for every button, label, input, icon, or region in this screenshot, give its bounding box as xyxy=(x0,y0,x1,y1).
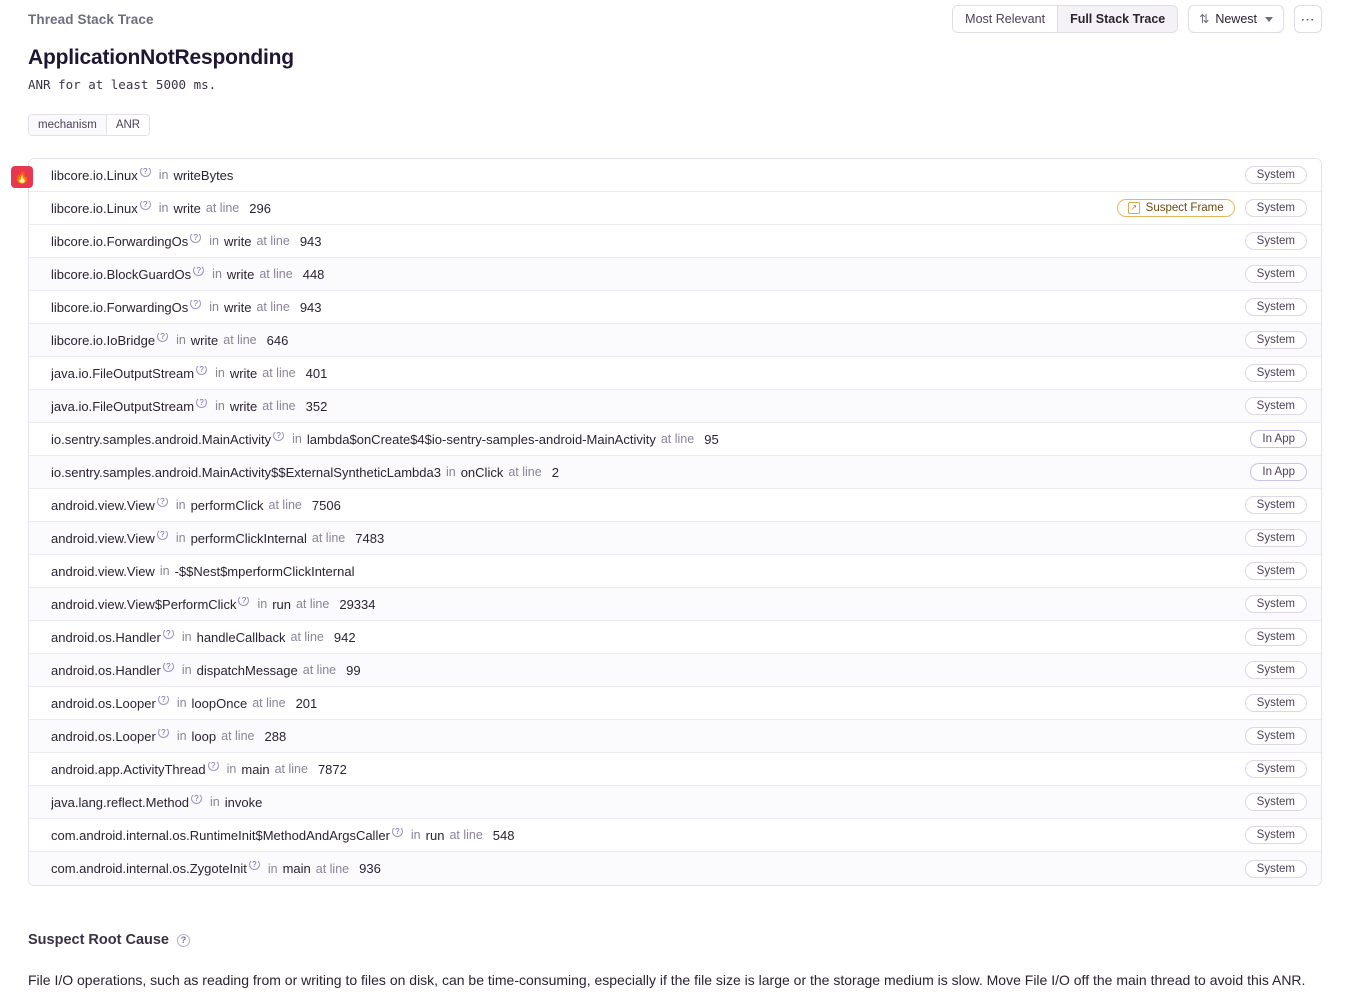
help-icon[interactable]: ? xyxy=(140,168,151,177)
frame-at-line-keyword: at line xyxy=(449,828,483,842)
help-icon[interactable]: ? xyxy=(163,630,174,639)
frame-module: java.lang.reflect.Method xyxy=(51,794,190,810)
frame-function: handleCallback xyxy=(196,629,286,645)
frame-function: lambda$onCreate$4$io-sentry-samples-android-MainActivity xyxy=(306,431,656,447)
status-badge: System xyxy=(1245,694,1307,712)
help-icon[interactable]: ? xyxy=(273,432,284,441)
frame-module: com.android.internal.os.ZygoteInit xyxy=(51,861,247,876)
frame-function: write xyxy=(224,299,252,315)
mechanism-tag-value: ANR xyxy=(107,115,149,135)
frame-line-number: 296 xyxy=(249,200,271,216)
frame-in-keyword: in xyxy=(176,333,186,347)
stack-frame-row[interactable] xyxy=(29,522,1321,555)
frame-module: java.io.FileOutputStream xyxy=(51,398,195,414)
frame-module: android.os.Looper xyxy=(51,695,156,711)
frame-in-keyword: in xyxy=(215,399,225,413)
help-icon[interactable]: ? xyxy=(196,366,207,375)
stack-frame-signature xyxy=(51,300,322,315)
stack-frame-tags xyxy=(1245,529,1307,547)
status-badge: System xyxy=(1245,562,1307,580)
help-icon[interactable]: ? xyxy=(193,267,204,276)
stack-frame-signature xyxy=(51,168,233,183)
stack-frame-signature xyxy=(51,861,381,876)
stack-frame-signature xyxy=(51,663,361,678)
frame-at-line-keyword: at line xyxy=(205,201,240,215)
stack-frame-tags xyxy=(1117,199,1307,217)
help-icon[interactable]: ? xyxy=(158,729,169,738)
help-icon[interactable]: ? xyxy=(157,498,168,507)
frame-at-line-keyword: at line xyxy=(508,465,542,479)
stack-frame-row[interactable] xyxy=(29,324,1321,357)
frame-in-keyword: in xyxy=(215,366,225,380)
frame-at-line-keyword: at line xyxy=(302,663,337,677)
frame-module: android.view.View xyxy=(51,563,155,579)
frame-in-keyword: in xyxy=(212,267,222,281)
frame-line-number: 201 xyxy=(295,695,318,711)
status-badge: System xyxy=(1245,826,1307,844)
stack-frame-tags xyxy=(1245,298,1307,316)
stack-frame-signature xyxy=(51,432,719,447)
stack-frame-signature xyxy=(51,333,288,348)
frame-function: write xyxy=(229,398,258,414)
frame-module: io.sentry.samples.android.MainActivity$$ExternalSyntheticLambda3 xyxy=(51,464,441,480)
mechanism-tag[interactable] xyxy=(28,114,150,136)
frame-at-line-keyword: at line xyxy=(259,267,293,281)
stack-frame-row[interactable] xyxy=(29,456,1321,489)
frame-function: loop xyxy=(191,728,217,744)
stack-frame-tags xyxy=(1245,265,1307,283)
stack-trace-section xyxy=(14,158,1322,886)
stack-frame-row[interactable] xyxy=(29,225,1321,258)
status-badge: System xyxy=(1245,628,1307,646)
status-badge: In App xyxy=(1250,430,1307,448)
frame-line-number: 7872 xyxy=(317,761,347,777)
frame-in-keyword: in xyxy=(267,861,278,876)
frame-function: write xyxy=(229,365,258,381)
frame-line-number: 401 xyxy=(305,365,328,381)
frame-function: -$$Nest$mperformClickInternal xyxy=(174,563,355,579)
frame-in-keyword: in xyxy=(175,498,186,512)
frame-line-number: 943 xyxy=(299,233,322,249)
status-badge: System xyxy=(1245,265,1307,283)
tab-most-relevant[interactable]: Most Relevant xyxy=(953,6,1057,32)
frame-module: android.view.View$PerformClick xyxy=(51,596,237,612)
frame-line-number: 548 xyxy=(492,827,515,843)
frame-in-keyword: in xyxy=(209,234,220,248)
stack-frame-row[interactable] xyxy=(29,555,1321,588)
frame-in-keyword: in xyxy=(257,597,268,611)
frame-module: android.view.View xyxy=(51,530,155,546)
frame-in-keyword: in xyxy=(181,630,192,644)
sort-dropdown[interactable] xyxy=(1188,5,1284,33)
stack-frame-row[interactable] xyxy=(29,390,1321,423)
stack-frame-row[interactable] xyxy=(29,720,1321,753)
stack-frame-signature xyxy=(51,267,324,282)
frame-at-line-keyword: at line xyxy=(262,366,296,380)
frame-in-keyword: in xyxy=(410,828,421,842)
stack-frame-tags xyxy=(1245,364,1307,382)
stack-frame-tags xyxy=(1245,661,1307,679)
frame-line-number: 2 xyxy=(551,464,559,480)
stack-trace-list xyxy=(28,158,1322,886)
chevron-down-icon xyxy=(1265,17,1273,22)
stack-frame-signature xyxy=(51,762,347,777)
frame-at-line-keyword: at line xyxy=(221,729,255,743)
frame-module: io.sentry.samples.android.MainActivity xyxy=(51,431,272,447)
stack-frame-tags xyxy=(1245,232,1307,250)
frame-in-keyword: in xyxy=(158,168,169,182)
stack-frame-row[interactable] xyxy=(29,819,1321,852)
frame-function: main xyxy=(241,761,270,777)
frame-module: android.os.Handler xyxy=(51,662,161,678)
help-icon[interactable]: ? xyxy=(177,934,190,947)
frame-in-keyword: in xyxy=(292,432,302,446)
frame-line-number: 936 xyxy=(359,861,381,876)
frame-line-number: 646 xyxy=(266,332,289,348)
help-icon[interactable]: ? xyxy=(191,795,202,804)
help-icon[interactable]: ? xyxy=(196,399,207,408)
stack-frame-row[interactable] xyxy=(29,192,1321,225)
stack-frame-signature xyxy=(51,234,322,249)
stack-frame-signature xyxy=(51,564,354,579)
help-icon[interactable]: ? xyxy=(249,861,260,870)
help-icon[interactable]: ? xyxy=(190,234,201,243)
frame-at-line-keyword: at line xyxy=(274,762,308,776)
stack-frame-tags xyxy=(1245,166,1307,184)
status-badge: In App xyxy=(1250,463,1307,481)
stack-frame-row[interactable] xyxy=(29,291,1321,324)
frame-function: onClick xyxy=(460,464,504,480)
stack-frame-signature xyxy=(51,729,286,744)
frame-in-keyword: in xyxy=(209,300,220,314)
sort-label: Newest xyxy=(1215,12,1257,26)
status-badge: System xyxy=(1245,496,1307,514)
help-icon[interactable]: ? xyxy=(190,300,201,309)
frame-module: android.view.View xyxy=(51,497,155,513)
stack-frame-signature xyxy=(51,696,317,711)
frame-function: loopOnce xyxy=(191,695,248,711)
frame-line-number: 99 xyxy=(346,662,361,678)
status-badge: System xyxy=(1245,364,1307,382)
frame-in-keyword: in xyxy=(159,564,170,578)
page-title: Thread Stack Trace xyxy=(28,11,154,27)
stack-frame-tags xyxy=(1245,793,1307,811)
status-badge: System xyxy=(1245,860,1307,878)
frame-module: libcore.io.Linux xyxy=(51,200,138,216)
status-badge: System xyxy=(1245,595,1307,613)
status-badge: System xyxy=(1245,166,1307,184)
frame-module: android.os.Looper xyxy=(51,728,156,744)
stack-frame-tags xyxy=(1245,331,1307,349)
sort-icon: ⇅ xyxy=(1199,12,1210,26)
frame-line-number: 7483 xyxy=(355,530,385,546)
stack-frame-row[interactable] xyxy=(29,357,1321,390)
frame-in-keyword: in xyxy=(176,729,187,743)
frame-function: dispatchMessage xyxy=(196,662,298,678)
frame-module: libcore.io.ForwardingOs xyxy=(51,233,189,249)
stack-frame-tags xyxy=(1245,727,1307,745)
frame-at-line-keyword: at line xyxy=(268,498,302,512)
frame-function: write xyxy=(224,233,252,249)
status-badge: System xyxy=(1245,199,1307,217)
frame-module: libcore.io.IoBridge xyxy=(51,332,156,348)
mechanism-tag-key: mechanism xyxy=(29,115,107,135)
stack-frame-signature xyxy=(51,828,515,843)
error-title: ApplicationNotResponding xyxy=(28,46,294,69)
frame-function: main xyxy=(282,861,311,876)
stack-frame-signature xyxy=(51,795,262,810)
stack-frame-tags xyxy=(1245,860,1307,878)
stack-frame-tags xyxy=(1250,463,1307,481)
fire-icon: 🔥 xyxy=(11,166,33,188)
frame-at-line-keyword: at line xyxy=(223,333,257,347)
frame-line-number: 95 xyxy=(704,431,719,447)
frame-line-number: 942 xyxy=(333,629,356,645)
stack-frame-tags xyxy=(1245,397,1307,415)
header-controls xyxy=(952,5,1322,33)
frame-module: libcore.io.ForwardingOs xyxy=(51,299,189,315)
status-badge: System xyxy=(1245,397,1307,415)
frame-line-number: 448 xyxy=(302,266,325,282)
frame-module: com.android.internal.os.RuntimeInit$MethodAndArgsCaller xyxy=(51,827,390,843)
help-icon[interactable]: ? xyxy=(140,201,151,210)
status-badge: System xyxy=(1245,529,1307,547)
suspect-root-cause-body: File I/O operations, such as reading from or writing to files on disk, can be time-consuming, especially if the file size is large or the storage medium is slow. Move File I/O off the main thread to avoid this ANR. xyxy=(28,972,1306,988)
status-badge: System xyxy=(1245,760,1307,778)
stack-frame-row[interactable] xyxy=(29,489,1321,522)
help-icon[interactable]: ? xyxy=(157,333,168,342)
stack-frame-row[interactable] xyxy=(29,159,1321,192)
help-icon[interactable]: ? xyxy=(158,696,169,705)
frame-function: invoke xyxy=(224,794,263,810)
stack-frame-row[interactable] xyxy=(29,621,1321,654)
frame-in-keyword: in xyxy=(158,201,169,215)
frame-at-line-keyword: at line xyxy=(256,234,290,248)
suspect-root-cause-heading xyxy=(28,932,1322,948)
frame-in-keyword: in xyxy=(181,663,192,677)
stack-frame-signature xyxy=(51,597,376,612)
stack-view-segmented-control[interactable] xyxy=(952,5,1178,33)
tab-full-stack-trace[interactable]: Full Stack Trace xyxy=(1057,6,1177,32)
frame-at-line-keyword: at line xyxy=(290,630,324,644)
stack-frame-tags xyxy=(1245,694,1307,712)
frame-in-keyword: in xyxy=(176,696,187,710)
stack-frame-row[interactable] xyxy=(29,852,1321,885)
help-icon[interactable]: ? xyxy=(157,531,168,540)
suspect-frame-label: Suspect Frame xyxy=(1145,202,1224,214)
frame-at-line-keyword: at line xyxy=(256,300,290,314)
status-badge: System xyxy=(1245,331,1307,349)
stack-frame-signature xyxy=(51,498,341,513)
stack-frame-tags xyxy=(1245,628,1307,646)
frame-function: performClickInternal xyxy=(190,530,307,546)
stack-frame-tags xyxy=(1245,595,1307,613)
thread-stack-trace-header xyxy=(28,0,1322,34)
frame-function: writeBytes xyxy=(173,167,234,183)
stack-frame-tags xyxy=(1250,430,1307,448)
stack-frame-signature xyxy=(51,465,559,480)
frame-function: performClick xyxy=(190,497,264,513)
frame-line-number: 352 xyxy=(305,398,328,414)
stack-frame-row[interactable] xyxy=(29,786,1321,819)
status-badge: System xyxy=(1245,793,1307,811)
status-badge: System xyxy=(1245,232,1307,250)
frame-function: run xyxy=(425,827,445,843)
frame-in-keyword: in xyxy=(445,465,456,479)
frame-at-line-keyword: at line xyxy=(660,432,695,446)
frame-module: libcore.io.BlockGuardOs xyxy=(51,266,192,282)
status-badge: System xyxy=(1245,727,1307,745)
stack-frame-signature xyxy=(51,399,327,414)
frame-line-number: 943 xyxy=(299,299,322,315)
more-options-button[interactable] xyxy=(1294,5,1322,33)
frame-at-line-keyword: at line xyxy=(295,597,330,611)
frame-at-line-keyword: at line xyxy=(311,531,346,545)
frame-module: android.app.ActivityThread xyxy=(51,761,206,777)
help-icon[interactable]: ? xyxy=(208,762,219,771)
frame-at-line-keyword: at line xyxy=(315,861,350,876)
frame-function: write xyxy=(173,200,201,216)
stack-frame-signature xyxy=(51,531,384,546)
frame-function: write xyxy=(226,266,255,282)
stack-frame-signature xyxy=(51,366,327,381)
help-icon[interactable]: ? xyxy=(392,828,403,837)
stack-frame-row[interactable] xyxy=(29,687,1321,720)
suspect-root-cause-label: Suspect Root Cause xyxy=(28,932,169,948)
frame-at-line-keyword: at line xyxy=(252,696,286,710)
suspect-frame-badge xyxy=(1117,199,1235,217)
stack-frame-row[interactable] xyxy=(29,423,1321,456)
help-icon[interactable]: ? xyxy=(238,597,249,606)
stack-frame-row[interactable] xyxy=(29,654,1321,687)
frame-at-line-keyword: at line xyxy=(262,399,296,413)
stack-frame-tags xyxy=(1245,496,1307,514)
frame-module: android.os.Handler xyxy=(51,629,161,645)
suspect-frame-icon: ↗ xyxy=(1128,202,1140,214)
stack-frame-row[interactable] xyxy=(29,753,1321,786)
frame-in-keyword: in xyxy=(210,795,220,809)
status-badge: System xyxy=(1245,661,1307,679)
frame-module: java.io.FileOutputStream xyxy=(51,365,195,381)
frame-function: write xyxy=(190,332,219,348)
frame-function: run xyxy=(272,596,291,612)
status-badge: System xyxy=(1245,298,1307,316)
stack-frame-row[interactable] xyxy=(29,258,1321,291)
frame-line-number: 7506 xyxy=(311,497,341,513)
stack-frame-signature xyxy=(51,201,271,216)
help-icon[interactable]: ? xyxy=(163,663,174,672)
frame-line-number: 29334 xyxy=(339,596,376,612)
stack-frame-tags xyxy=(1245,826,1307,844)
error-subtitle: ANR for at least 5000 ms. xyxy=(28,77,217,92)
frame-in-keyword: in xyxy=(175,531,186,545)
stack-frame-tags xyxy=(1245,760,1307,778)
frame-module: libcore.io.Linux xyxy=(51,167,138,183)
frame-in-keyword: in xyxy=(226,762,237,776)
stack-frame-tags xyxy=(1245,562,1307,580)
frame-line-number: 288 xyxy=(264,728,287,744)
stack-frame-row[interactable] xyxy=(29,588,1321,621)
ellipsis-icon: ⋯ xyxy=(1300,10,1316,27)
stack-frame-signature xyxy=(51,630,356,645)
